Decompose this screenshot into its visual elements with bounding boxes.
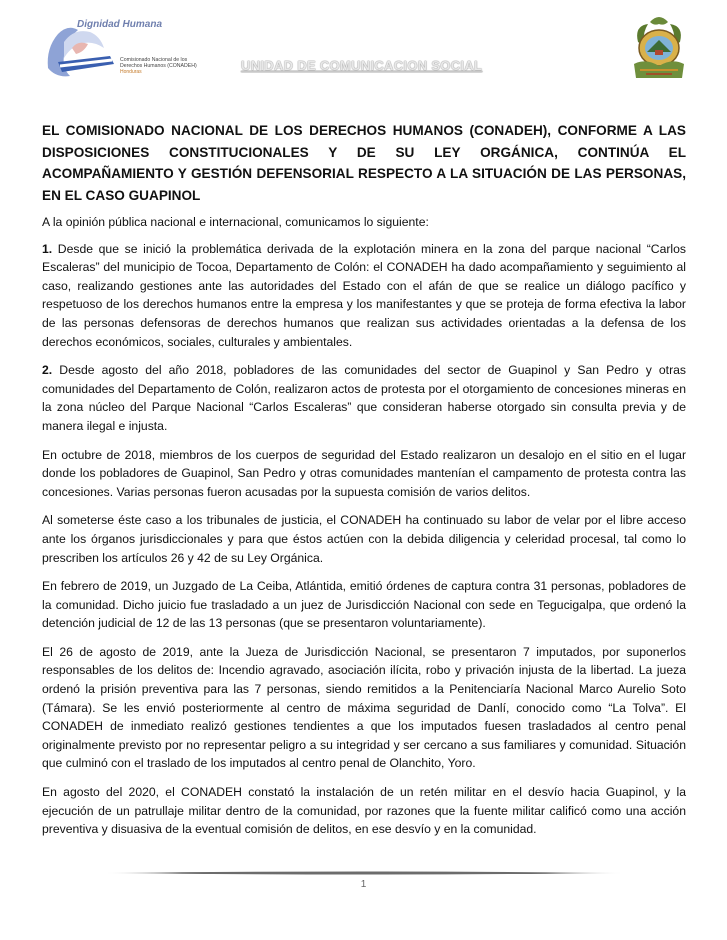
logo-country: Honduras [120,69,142,75]
document-body [42,213,686,849]
paragraph-text: Desde agosto del año 2018, pobladores de las comunidades del sector de Guapinol y San Pedro y otras comunidades del Departamento de Colón, realizaron actos de protesta por el otorgamiento de concesiones mineras en la zona núcleo del Parque Nacional “Carlos Escaleras” que consideran haberse otorgado sin consulta previa y de manera ilegal e injusta. [42,363,686,433]
coat-of-arms [628,12,690,82]
paragraph-7: En agosto del 2020, el CONADEH constató la instalación de un retén militar en el desvío hacia Guapinol, y la ejecución de un patrullaje militar dentro de la comunidad, por razones que la fuente militar calificó como una acción preventiva y disuasiva de la eventual comisión de delitos, en ese desvío y en la comunidad. [42,785,686,837]
conadeh-logo [44,18,224,80]
page-number: 1 [360,879,367,890]
paragraph-5: En febrero de 2019, un Juzgado de La Ceiba, Atlántida, emitió órdenes de captura contra 31 personas, pobladores de la comunidad. Dicho juicio fue trasladado a un juez de Jurisdicción Nacional con sede en Tegucigalpa, que ordenó la detención judicial de 12 de las 13 personas (que se presentaron voluntariamente). [42,579,686,631]
paragraph-6: El 26 de agosto de 2019, ante la Jueza de Jurisdicción Nacional, se presentaron 7 imputados, por suponerlos responsables de los delitos de: Incendio agravado, asociación ilícita, robo y privación injusta de la libertad. La jueza ordenó la prisión preventiva para las 7 personas, siendo remitidos a la Penitenciaría Nacional Marco Aurelio Soto (Támara). Se les envió posteriormente al centro de máxima seguridad de Danlí, conocido como “La Tolva”. El CONADEH de inmediato realizó gestiones tendientes a que los imputados fuesen trasladados al centro penal originalmente previsto por no representar peligro a su integridad y ser cercano a sus familiares y comunidad. Situación que culminó con el traslado de los imputados al centro penal de Olanchito, Yoro. [42,644,686,771]
paragraph-4: Al someterse éste caso a los tribunales de justicia, el CONADEH ha continuado su labor de velar por el libre acceso ante los órganos jurisdiccionales y para que éstos actúen con la debida diligencia y celeridad procesal, tal como lo prescriben los artículos 26 y 42 de su Ley Orgánica. [42,513,686,565]
paragraph-1 [42,240,686,352]
paragraph-2 [42,361,686,435]
logo-title: Dignidad Humana [77,19,163,30]
footer-divider [104,871,624,875]
unit-title: UNIDAD DE COMUNICACION SOCIAL [241,58,483,73]
logo-org-line2: Derechos Humanos (CONADEH) [120,63,197,69]
paragraph-text: Desde que se inició la problemática derivada de la explotación minera en la zona del parque nacional “Carlos Escaleras” del municipio de Tocoa, Departamento de Colón: el CONADEH ha dado acompañamiento y seguimiento al caso, realizando gestiones ante las autoridades del Estado con el afán de que se realice un diálogo pacífico y respetuoso de los derechos humanos entre la empresa y los manifestantes y que se proteja de forma efectiva la labor de las personas defensoras de derechos humanos que realizan sus actividades orientadas a la defensa de los derechos económicos, sociales, culturales y ambientales. [42,241,686,349]
document-headline: EL COMISIONADO NACIONAL DE LOS DERECHOS HUMANOS (CONADEH), CONFORME A LAS DISPOSICIONES CONSTITUCIONALES Y DE SU LEY ORGÁNICA, CONTINÚA EL ACOMPAÑAMIENTO Y GESTIÓN DEFENSORIAL RESPECTO A LA SITUACIÓN DE LAS PERSONAS, EN EL CASO GUAPINOL [42,123,686,203]
logo-org-line1: Comisionado Nacional de los [120,57,188,63]
paragraph-number: 2. [42,363,53,378]
coat-of-arms-icon [628,12,690,82]
paragraph-3: En octubre de 2018, miembros de los cuerpos de seguridad del Estado realizaron un desalojo en el sitio en el lugar donde los pobladores de Guapinol, San Pedro y otras comunidades mantenían el campamento de protesta contra las concesiones. Varias personas fueron acusadas por la supuesta comisión de varios delitos. [42,447,686,499]
paragraph-number: 1. [42,241,53,256]
intro-paragraph: A la opinión pública nacional e internacional, comunicamos lo siguiente: [42,215,429,229]
